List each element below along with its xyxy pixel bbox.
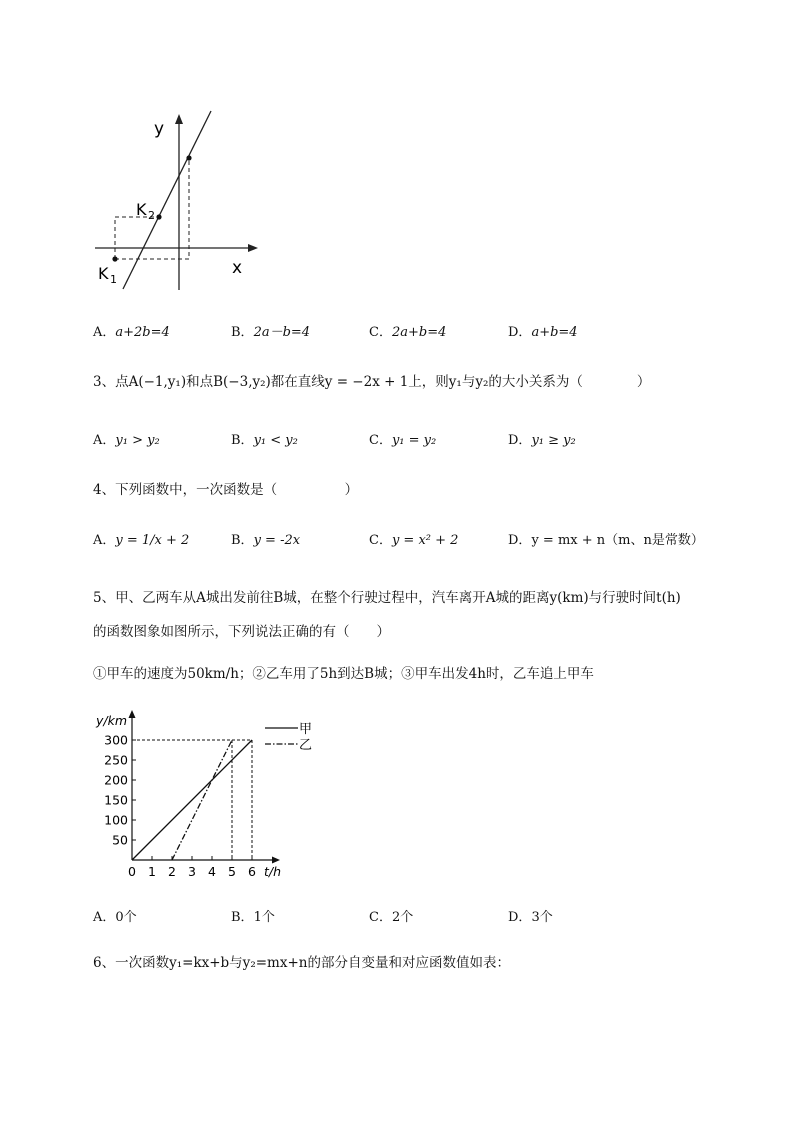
q2-option-b-label: B． <box>231 325 254 340</box>
q3-option-d-text: y₁ ≥ y₂ <box>531 433 576 448</box>
fig1-k2-label: K <box>136 200 147 219</box>
chart-series-yi <box>172 740 232 860</box>
q2-option-c-text: 2a+b=4 <box>391 325 447 340</box>
q4-option-d-label: D． <box>508 533 532 548</box>
chart-x-tick-label: 0 <box>128 864 136 879</box>
q5-stem-line2: 的函数图象如图所示，下列说法正确的有（ ） <box>93 624 390 640</box>
q4-option-c[interactable] <box>369 532 458 550</box>
q5-option-a-label: A． <box>93 910 116 925</box>
chart-x-tick-label: 4 <box>208 864 216 879</box>
chart-x-tick-label: 1 <box>148 864 156 879</box>
q5-option-d[interactable] <box>508 909 553 927</box>
q4-option-b-label: B． <box>231 533 254 548</box>
q2-option-d-text: a+b=4 <box>531 325 578 340</box>
chart-series-jia <box>132 740 252 860</box>
chart-y-tick-label: 100 <box>104 812 128 828</box>
chart-x-tick-label: 5 <box>228 864 236 879</box>
chart-x-axis-arrow <box>272 857 280 864</box>
chart-y-axis-arrow <box>129 710 136 718</box>
q3-stem: 3、点A(−1,y₁)和点B(−3,y₂)都在直线y = −2x + 1上，则y₁与y₂的大小关系为（ ） <box>93 374 651 390</box>
fig1-x-label: x <box>232 258 243 278</box>
dashed-k2-guide <box>115 217 159 259</box>
q3-option-a[interactable] <box>93 432 160 450</box>
fig1-y-label: y <box>154 119 165 139</box>
q5-option-b[interactable] <box>231 909 275 927</box>
q5-option-c-label: C． <box>369 910 392 925</box>
q3-option-b[interactable] <box>231 432 298 450</box>
q5-stem-line3: ①甲车的速度为50km/h；②乙车用了5h到达B城；③甲车出发4h时，乙车追上甲车 <box>93 666 594 682</box>
q3-option-d-label: D． <box>508 433 532 448</box>
q6-stem: 6、一次函数y₁=kx+b与y₂=mx+n的部分自变量和对应函数值如表： <box>93 955 510 971</box>
q5-option-d-text: 3个 <box>531 910 553 925</box>
chart-layer <box>95 710 312 879</box>
q4-option-d-text: y = mx + n（m、n是常数） <box>531 533 704 548</box>
chart-x-tick-label: 3 <box>188 864 196 879</box>
q3-option-b-text: y₁ < y₂ <box>253 433 298 448</box>
q4-option-c-text: y = x² + 2 <box>391 533 459 548</box>
q3-option-b-label: B． <box>231 433 254 448</box>
q5-option-c[interactable] <box>369 909 413 927</box>
q3-option-c-label: C． <box>369 433 392 448</box>
q5-option-b-text: 1个 <box>253 910 275 925</box>
point-k2 <box>156 214 161 219</box>
q3-option-d[interactable] <box>508 432 576 450</box>
fig1-k1-label: K <box>98 264 109 283</box>
q2-option-a-label: A． <box>93 325 116 340</box>
q2-option-d[interactable] <box>508 324 578 342</box>
chart-y-tick-label: 150 <box>104 792 128 808</box>
q3-option-c[interactable] <box>369 432 436 450</box>
q4-option-b-text: y = -2x <box>253 533 301 548</box>
q2-option-a[interactable] <box>93 324 170 342</box>
x-axis-arrow <box>248 244 258 252</box>
chart-x-tick-label: 6 <box>248 864 256 879</box>
figure-k1-k2 <box>90 105 270 300</box>
q5-distance-time-chart <box>90 708 330 886</box>
q3-option-a-text: y₁ > y₂ <box>115 433 160 448</box>
q2-option-c-label: C． <box>369 325 392 340</box>
chart-y-axis-label: y/km <box>96 713 128 728</box>
y-axis-arrow <box>175 114 183 124</box>
point-top <box>186 155 191 160</box>
q4-option-a[interactable] <box>93 532 189 550</box>
q4-option-a-text: y = 1/x + 2 <box>115 533 190 548</box>
chart-y-tick-label: 200 <box>104 772 128 788</box>
q3-option-c-text: y₁ = y₂ <box>391 433 437 448</box>
chart-legend-label-yi: 乙 <box>299 738 313 753</box>
q5-option-a[interactable] <box>93 909 137 927</box>
q2-option-d-label: D． <box>508 325 532 340</box>
q5-option-d-label: D． <box>508 910 532 925</box>
q4-option-d[interactable] <box>508 532 704 550</box>
q4-option-a-label: A． <box>93 533 116 548</box>
fig1-k2-subscript: 2 <box>148 209 155 222</box>
chart-y-tick-label: 300 <box>104 732 128 748</box>
chart-legend-label-jia: 甲 <box>299 722 313 737</box>
q5-option-c-text: 2个 <box>391 910 414 925</box>
q5-stem-line1: 5、甲、乙两车从A城出发前往B城，在整个行驶过程中，汽车离开A城的距离y(km)与行驶时间t(h) <box>93 590 681 606</box>
q4-option-b[interactable] <box>231 532 300 550</box>
fig1-k1-subscript: 1 <box>110 273 117 286</box>
q5-option-b-label: B． <box>231 910 254 925</box>
chart-x-tick-label: 2 <box>168 864 176 879</box>
chart-y-tick-label: 50 <box>112 832 128 848</box>
q2-option-c[interactable] <box>369 324 446 342</box>
q4-option-c-label: C． <box>369 533 392 548</box>
point-k1 <box>112 256 117 261</box>
chart-y-tick-label: 250 <box>104 752 128 768</box>
q4-stem: 4、下列函数中，一次函数是（ ） <box>93 482 359 498</box>
q2-option-b-text: 2a－b=4 <box>253 325 311 340</box>
q5-option-a-text: 0个 <box>115 910 137 925</box>
chart-x-axis-label: t/h <box>264 864 282 879</box>
q2-option-b[interactable] <box>231 324 310 342</box>
q3-option-a-label: A． <box>93 433 116 448</box>
q2-option-a-text: a+2b=4 <box>115 325 170 340</box>
